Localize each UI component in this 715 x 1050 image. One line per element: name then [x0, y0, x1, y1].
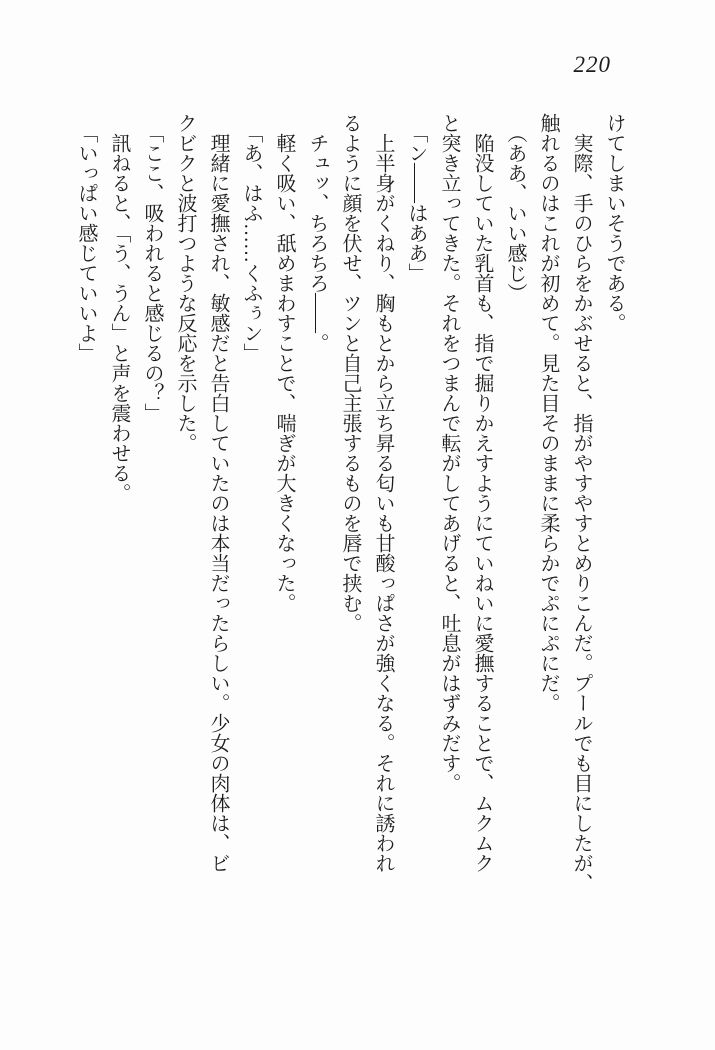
- text-line: るように顔を伏せ、ツンと自己主張するものを唇で挟む。: [339, 113, 361, 633]
- text-line: （ああ、いい感じ）: [504, 123, 526, 303]
- text-line: 実際、手のひらをかぶせると、指がやすやすとめりこんだ。プールでも目にしたが、: [570, 133, 592, 893]
- text-block: [69, 113, 630, 935]
- text-line: チュッ、ちろちろ――。: [306, 133, 328, 353]
- text-line: 「ここ、吸われると感じるの？」: [141, 123, 163, 423]
- text-line: 「いっぱい感じていいよ」: [75, 123, 97, 363]
- text-line: 陥没していた乳首も、指で掘りかえすようにていねいに愛撫することで、ムクムク: [471, 133, 493, 873]
- text-line: 訊ねると、「う、うん」と声を震わせる。: [108, 133, 130, 503]
- text-line: 理緒に愛撫され、敏感だと告白していたのは本当だったらしい。少女の肉体は、ビ: [207, 133, 229, 873]
- text-line: 上半身がくねり、胸もとから立ち昇る匂いも甘酸っぱさが強くなる。それに誘われ: [372, 133, 394, 873]
- text-line: 「あ、はふ……くふぅン」: [240, 123, 262, 363]
- text-line: クビクと波打つような反応を示した。: [174, 113, 196, 453]
- text-line: 触れるのはこれが初めて。見た目そのままに柔らかでぷにぷにだ。: [537, 113, 559, 713]
- text-line: 「ン――はああ」: [405, 123, 427, 283]
- text-line: 軽く吸い、舐めまわすことで、喘ぎが大きくなった。: [273, 133, 295, 613]
- page-number: 220: [573, 52, 611, 77]
- text-line: けてしまいそうである。: [603, 113, 625, 333]
- text-line: と突き立ってきた。それをつまんで転がしてあげると、吐息がはずみだす。: [438, 113, 460, 793]
